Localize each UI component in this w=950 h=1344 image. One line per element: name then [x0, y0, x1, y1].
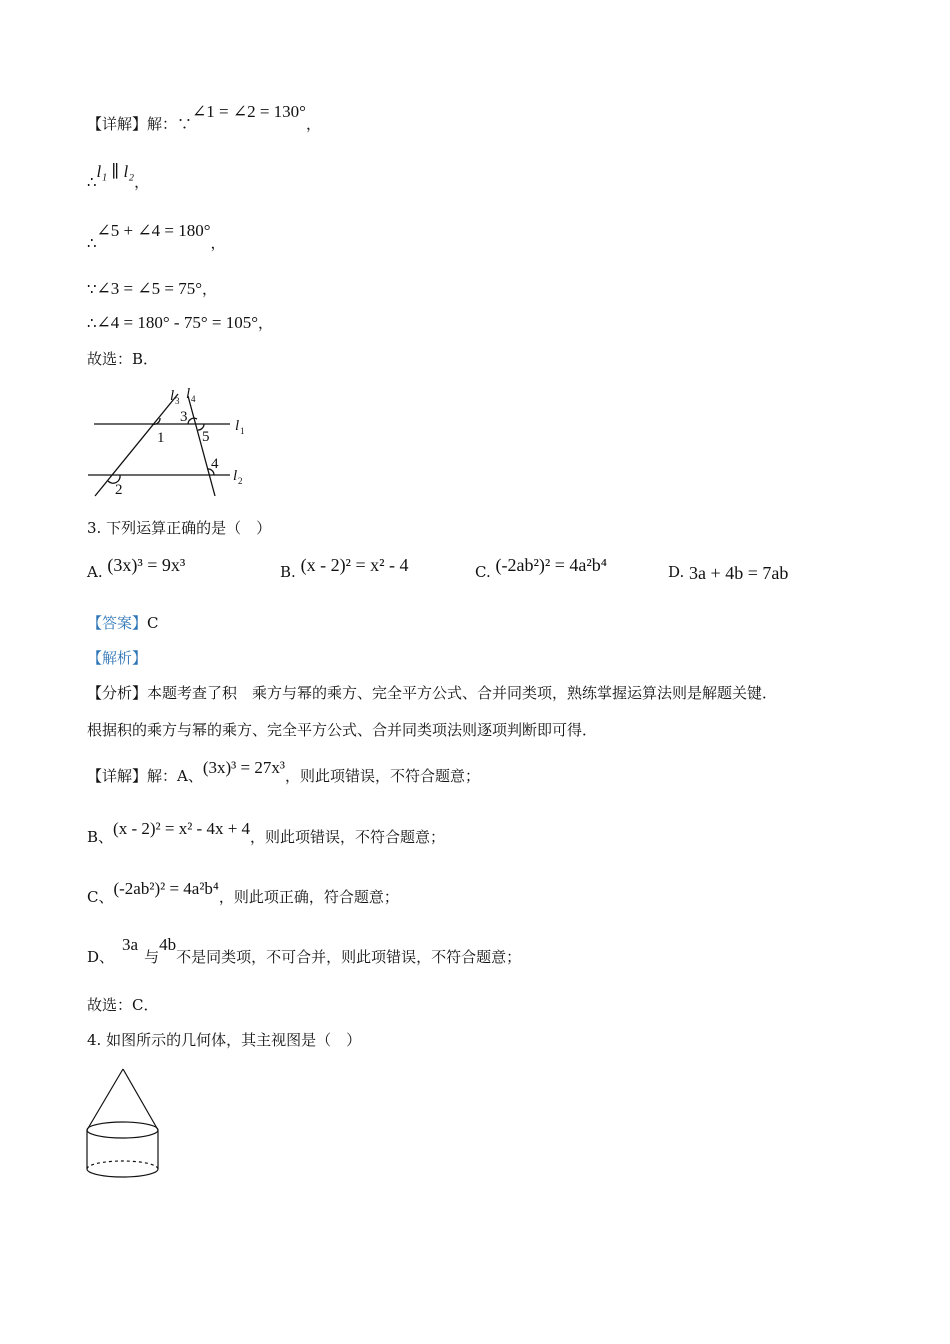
cylinder-bottom-back: [87, 1161, 158, 1169]
label-l4: l: [186, 386, 191, 402]
q4-stem: 4. 如图所示的几何体，其主视图是（ ）: [87, 1031, 362, 1049]
q3-analysis-tag: 【解析】: [87, 649, 148, 667]
s2-line2: ∴l₁ ∥ l₂，: [87, 162, 150, 191]
q3-option-b[interactable]: B. (x - 2)² = x² - 4: [280, 555, 409, 581]
answer-value: C: [147, 614, 159, 632]
label-l2: l: [233, 468, 238, 484]
label-l1: l: [235, 418, 240, 434]
s2-line1: 【详解】解：∵∠1 = ∠2 = 130°，: [87, 102, 321, 133]
detail-a-math: (3x)³ = 27x³: [202, 758, 285, 777]
q3-detail-a: 【详解】解：A、(3x)³ = 27x³，则此项错误，不符合题意；: [87, 758, 480, 785]
s2-line1-prefix: 【详解】解：∵: [87, 115, 193, 133]
q3-detail-c: C、(-2ab²)² = 4a²b⁴，则此项正确，符合题意；: [87, 879, 399, 906]
q3-option-d[interactable]: D. 3a + 4b = 7ab: [668, 563, 789, 583]
angle4-label: 4: [211, 456, 219, 472]
q3-analysis-line1: 【分析】本题考查了积 乘方与幂的乘方、完全平方公式、合并同类项，熟练掌握运算法则是解题关键．: [87, 684, 778, 702]
s2-line5: ∴∠4 = 180° - 75° = 105°，: [87, 313, 274, 332]
s2-answer: 故选：B．: [87, 350, 159, 368]
parallel-lines-figure: [80, 384, 260, 504]
q3-final-answer: 故选：C．: [87, 996, 159, 1014]
detail-b-math: (x - 2)² = x² - 4x + 4: [113, 819, 251, 838]
angle3-label: 3: [180, 409, 188, 425]
q3-option-d-expr: 3a + 4b = 7ab: [689, 563, 789, 583]
s2-line3-math: ∠5 + ∠4 = 180°: [96, 221, 211, 240]
line-l3: [95, 394, 178, 496]
cylinder-bottom-front: [87, 1169, 158, 1177]
detail-d-math1: 3a: [122, 935, 139, 954]
svg-text:2: 2: [238, 476, 243, 486]
s2-line3: ∴∠5 + ∠4 = 180°，: [87, 221, 226, 252]
detail-d-math2: 4b: [159, 935, 177, 954]
angle5-label: 5: [202, 429, 210, 445]
q3-option-b-expr: (x - 2)² = x² - 4: [300, 555, 409, 575]
angle2-label: 2: [115, 482, 123, 498]
cylinder-top: [87, 1122, 158, 1138]
q3-stem: 3. 下列运算正确的是（ ）: [87, 519, 272, 537]
answer-tag: 【答案】: [87, 614, 148, 632]
q3-option-c-expr: (-2ab²)² = 4a²b⁴: [495, 555, 608, 575]
s2-line4-math: ∠3 = ∠5 = 75°: [96, 279, 203, 298]
q3-answer: [87, 613, 159, 633]
q3-option-c[interactable]: C. (-2ab²)² = 4a²b⁴: [475, 555, 608, 581]
svg-text:1: 1: [240, 426, 245, 436]
label-l3: l: [170, 388, 175, 404]
s2-line4: ∵∠3 = ∠5 = 75°，: [87, 279, 218, 298]
s2-line5-math: ∠4 = 180° - 75° = 105°: [96, 313, 259, 332]
svg-text:4: 4: [191, 394, 196, 404]
q3-detail-d: D、3a与4b不是同类项，不可合并，则此项错误，不符合题意；: [87, 935, 522, 966]
s2-line2-math: l₁ ∥ l₂: [96, 162, 135, 181]
q3-option-a-expr: (3x)³ = 9x³: [107, 555, 186, 575]
s2-line1-math: ∠1 = ∠2 = 130°: [192, 102, 306, 121]
cone-right-edge: [123, 1069, 158, 1130]
q3-option-a[interactable]: A. (3x)³ = 9x³: [87, 555, 186, 581]
cone-left-edge: [87, 1069, 123, 1130]
detail-c-math: (-2ab²)² = 4a²b⁴: [113, 879, 219, 898]
q3-detail-b: B、(x - 2)² = x² - 4x + 4，则此项错误，不符合题意；: [87, 819, 446, 846]
line-l4: [188, 396, 215, 496]
svg-text:3: 3: [175, 396, 180, 406]
cone-cylinder-figure: [80, 1064, 170, 1184]
angle1-label: 1: [157, 430, 165, 446]
q3-analysis-line2: 根据积的乘方与幂的乘方、完全平方公式、合并同类项法则逐项判断即可得．: [87, 721, 598, 739]
